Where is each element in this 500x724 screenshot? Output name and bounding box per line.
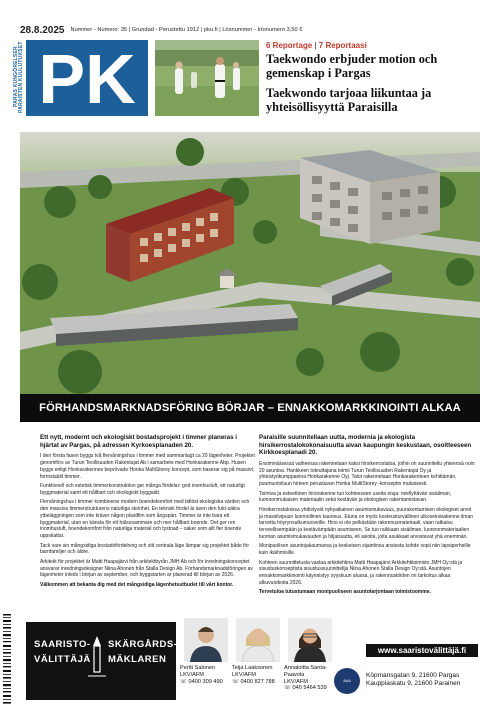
article-sv-paragraph: I den första fasen byggs två flervåningshus i timmer med sammanlagt ca 20 lägenheter. Projektet genomförs av Turun Teollisuuden Rakentajat Ab i samarbete med Honkarakenne Abp. Husen byggs enligt Honkarakennes beprövade Honka MultiStorey koncept, som baserar sig på massivt, formstabilt timmer. <box>40 453 255 480</box>
kicker-page-fi: 7 Reportaasi <box>318 41 367 50</box>
agent-title: LKV/AFM <box>232 671 256 678</box>
skargardsmaklaren-logo[interactable] <box>26 622 176 700</box>
agent-portrait <box>288 618 332 662</box>
barcode-graphic <box>2 612 12 708</box>
article-fi-closing: Tervetuloa tutustumaan monipuoliseen asuntotarjontaan toimistoomme. <box>259 589 431 596</box>
logo-left-line-2: VÄLITTÄJÄ <box>34 654 91 665</box>
article-sv-paragraph: Funktionell och estetisk timmerkonstruktion ger många fördelar: god inomhusluft, ett naturligt byggmaterial samt ett hållbart och ekologiskt byggsätt. <box>40 482 245 496</box>
agent-card <box>180 618 232 685</box>
hero-rendering-image <box>20 132 480 394</box>
agent-card <box>232 618 284 685</box>
kicker-page-sv: 6 Reportage <box>266 41 313 50</box>
side-text-sv: PARAS KUNGÖRELSER <box>13 46 19 108</box>
article-sv-paragraph: Tack vare sin mångsidiga bostadsfördelning och sitt centrala läge lämpar sig projektet både för barnfamiljer och äldre. <box>40 542 250 556</box>
agent-portrait <box>236 618 280 662</box>
taekwondo-photo-image <box>155 40 259 116</box>
article-finnish <box>259 434 475 599</box>
agent-title: LKV/AFM <box>284 678 308 685</box>
article-fi-paragraph: Ensimmäisessä vaiheessa rakennetaan kaksi hirsikerrostaloa, joihin on suunniteltu yhteensä noin 20 asuntoa. Hankkeen toteuttajana toimii Turun Teollisuuden Rakentajat Oy ja yhteistyökumppanina Honkarakenne Oyj. Talot rakennetaan Honkarakenteen kehittämän, puumuotoiluun hirteen perustuvan Honka MultiStorey -konseptin mukaisesti. <box>259 460 475 488</box>
agent-phone[interactable]: ☏ 0400 827 788 <box>232 678 275 685</box>
taekwondo-photo[interactable] <box>155 40 259 116</box>
kicker-separator: | <box>312 41 319 50</box>
barcode <box>2 612 12 708</box>
pk-logo-mark <box>32 45 142 111</box>
teaser-headline-sv[interactable]: Taekwondo erbjuder motion och gemenskap i Pargas <box>266 52 438 80</box>
address-sv: Köpmansgatan 9, 21600 Pargas <box>366 672 460 679</box>
logo-right-line-2: MÄKLAREN <box>108 654 167 665</box>
agent-title: LKV/AFM <box>180 671 204 678</box>
teaser-headline-fi[interactable]: Taekwondo tarjoaa liikuntaa ja yhteisöllisyyttä Paraisilla <box>266 86 432 114</box>
office-address <box>366 672 480 688</box>
article-fi-paragraph: Toimiva ja esteettinen hirsirakenne tuo kohteeseen useita etuja: miellyttävän sisäilman, luonnonmukaisen materiaalin sekä kestävän ja ekologisen rakentamistavan. <box>259 490 452 504</box>
article-swedish <box>40 434 256 591</box>
lighthouse-icon <box>88 632 106 682</box>
issue-info-bar <box>20 24 480 36</box>
agent-phone[interactable]: ☏ 040 5464 539 <box>284 685 327 692</box>
teaser-block[interactable] <box>266 41 486 114</box>
issue-date: 28.8.2025 <box>20 24 65 36</box>
issue-meta: Nummer - Numero: 35 | Grundad - Perustettu 1912 | pku.fi | Lösnummer - Irtonumero 3,50 € <box>70 27 303 33</box>
hero-rendering <box>20 132 480 394</box>
agent-card <box>284 618 336 692</box>
agent-phone[interactable]: ☏ 0400 309 490 <box>180 678 223 685</box>
article-sv-closing: Välkommen att bekanta dig med det mångsidiga lägenhetsutbudet till vårt kontor. <box>40 581 234 588</box>
article-sv-paragraph: Arkitekt för projektet är Matti Haapajärvi från arkitektbyrån JMH Ab och för inredningskonceptet ansvarar inredningsdesigner Niina Ahonen från Stalla Design Ab. Förhandsmarknadsföringen av lägenheter inleds i början av september, och byggstarten är planerad till början av 2026. <box>40 558 253 579</box>
real-estate-ad <box>20 610 480 706</box>
presale-banner: FÖRHANDSMARKNADSFÖRING BÖRJAR – ENNAKKOMARKKINOINTI ALKAA <box>20 394 480 422</box>
teaser-kicker <box>266 41 486 50</box>
agent-name: Teija Laaksonen <box>232 665 273 671</box>
article-sv-lead: Ett nytt, modernt och ekologiskt bostadsprojekt i timmer planeras i hjärtat av Pargas, på adressen Kyrkoesplanaden 20. <box>40 434 238 449</box>
logo-right-line-1: SKÄRGÅRDS- <box>108 639 178 650</box>
address-fi: Kauppiaskatu 9, 21600 Parainen <box>366 680 461 687</box>
website-link[interactable]: www.saaristovälittäjä.fi <box>366 644 478 657</box>
article-sv-paragraph: Flervåningshus i timmer kombinerar modern boendekomfort med tidlöst ekologiska värden och den massiva timmerstrukturens naturliga skönhet. En teknisk fördel är även den fukt-säkra ytbeläggningen som inte kräver någon plastfilm som ångspärr. Timmer är inte bara ett byggmaterial, utan en känsla för ett hälsosammare och mer hållbart boende. Det ger ren inomhusluft, boendekomfort från naturliga material och tystnad – saker som allt fler boende uppskattar. <box>40 499 250 540</box>
article-fi-paragraph: Kohteen suunnittelusta vastaa arkkitehtina Matti Haapajärvi Arkkitehtitoimisto JMH Oy:stä ja sisustuskonseptista sisustussuunnittelija Niina Ahonen Stalla Design Oy:stä. Asuntojen ennakkomarkkinointi käynnistyy syyskuun alussa, ja rakennustöiden on tarkoitus alkaa alkuvuodesta 2026. <box>259 559 463 586</box>
agent-name: Annaloitta Santa-Paavola <box>284 665 327 678</box>
agent-photo <box>184 618 228 662</box>
pk-logo[interactable] <box>26 40 148 116</box>
article-fi-paragraph: Monipuolisen asuntojakaumansa ja keskeisen sijaintinsa ansiosta kohde sopii niin lapsiperheille kuin ikäihmisille. <box>259 543 471 557</box>
agent-name: Pertti Salonen <box>180 665 216 671</box>
logo-left-line-1: SAARISTO- <box>34 639 91 650</box>
logo-letters: PK <box>38 45 136 111</box>
agent-portrait <box>184 618 228 662</box>
side-text-fi: PARAISTEN KUULUTUKSET <box>18 41 24 113</box>
credit-rating-badge: AAA <box>334 668 360 694</box>
agent-photo <box>236 618 280 662</box>
article-fi-lead: Paraisille suunnitellaan uutta, modernia ja ekologista hirsikerrostalokokonaisuutta aivan kaupungin keskustaan, osoitteeseen Kirkkoesplanadi 20. <box>259 434 472 457</box>
masthead-side-text <box>14 40 24 114</box>
article-fi-paragraph: Hirsikerrostaloissa yhdistyvät nykyaikainen asumismukavuus, puurakentamisen ekologiset arvot ja massiivipuun luonnollinen kauneus. Etuna on myös kosteusturvallinen ulkoseinärakenne ilman tarvetta höyrynsulkumuoveille. Hirsi ei ole pelkästään rakennusmateriaali, vaan ratkaisu terveellisempään ja kestävämpään asumiseen. Se tuo raikkaan sisäilman, luonnonmateriaalien tuoman asumismukavuuden ja hiljaisuutta, eli asioita, joita asukkaat arvostavat yhä enemmän. <box>259 506 474 540</box>
agent-photo <box>288 618 332 662</box>
